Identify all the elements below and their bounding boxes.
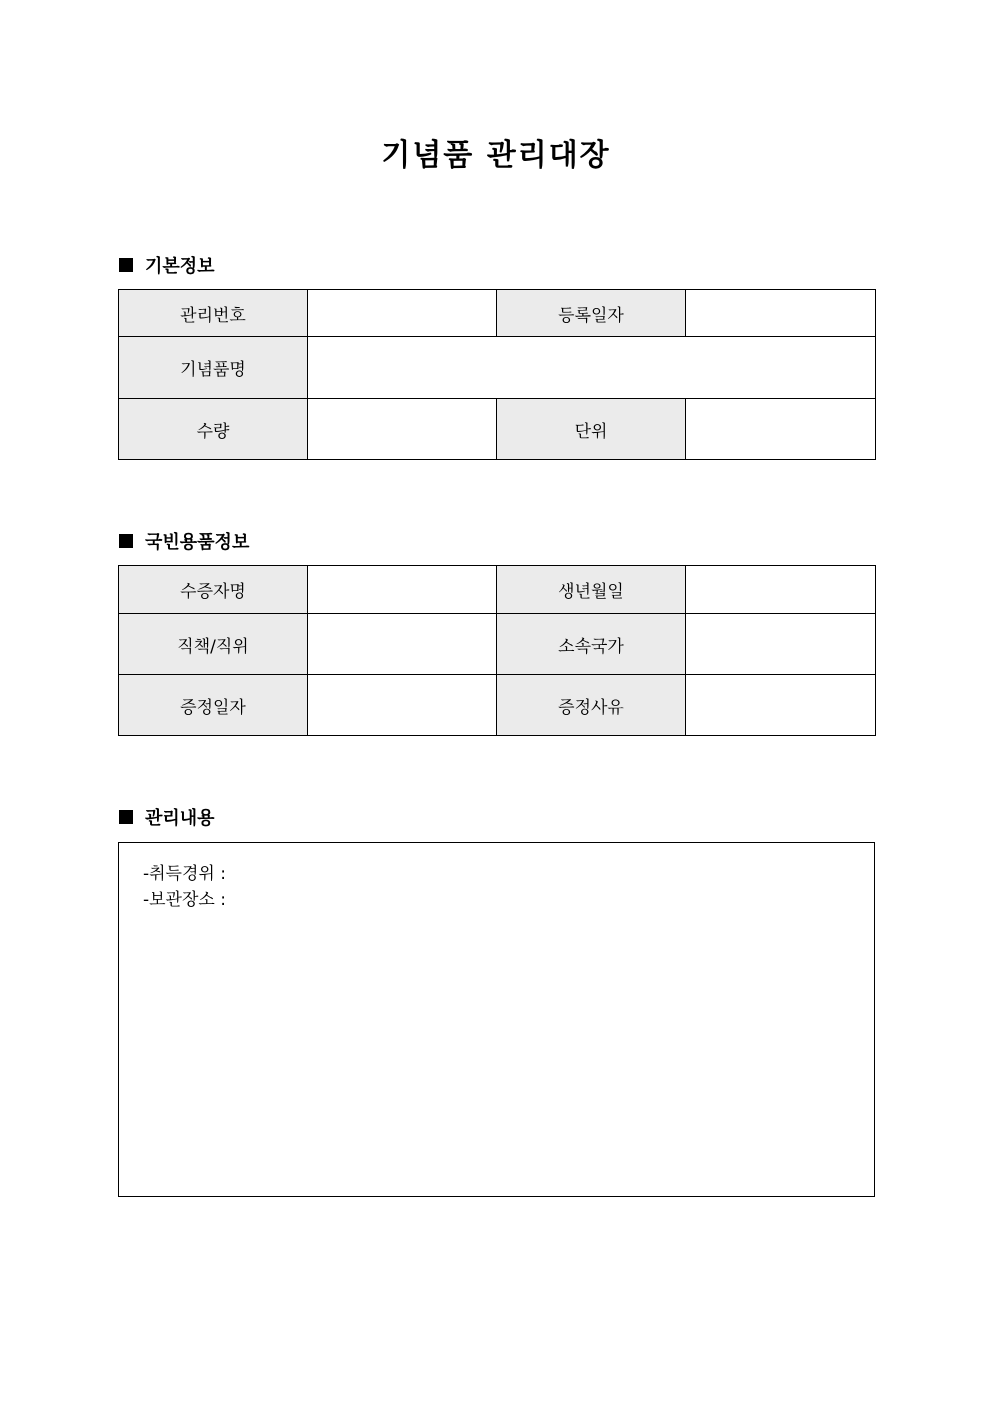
basic-info-table [118, 289, 876, 460]
management-number-field[interactable] [308, 290, 497, 337]
section-heading-label: 기본정보 [145, 256, 215, 277]
section-heading-label: 관리내용 [145, 808, 215, 829]
label-registration-date: 등록일자 [497, 290, 686, 337]
label-position: 직책/직위 [119, 614, 308, 675]
birth-date-field[interactable] [686, 566, 876, 614]
table-row [119, 290, 876, 337]
table-row [119, 675, 876, 736]
section-heading-label: 국빈용품정보 [145, 532, 250, 553]
table-row [119, 399, 876, 460]
label-quantity: 수량 [119, 399, 308, 460]
table-row [119, 614, 876, 675]
gift-date-field[interactable] [308, 675, 497, 736]
registration-date-field[interactable] [686, 290, 876, 337]
square-bullet-icon [119, 534, 133, 548]
label-gift-reason: 증정사유 [497, 675, 686, 736]
unit-field[interactable] [686, 399, 876, 460]
management-notes-box[interactable] [118, 842, 875, 1197]
gift-reason-field[interactable] [686, 675, 876, 736]
acquisition-history-line: -취득경위 : [143, 864, 226, 884]
section-heading-goods [119, 529, 249, 553]
state-goods-table [118, 565, 876, 736]
storage-location-line: -보관장소 : [143, 890, 226, 910]
country-field[interactable] [686, 614, 876, 675]
label-unit: 단위 [497, 399, 686, 460]
label-gift-date: 증정일자 [119, 675, 308, 736]
souvenir-name-field[interactable] [308, 337, 876, 399]
label-souvenir-name: 기념품명 [119, 337, 308, 399]
label-birth-date: 생년월일 [497, 566, 686, 614]
recipient-name-field[interactable] [308, 566, 497, 614]
section-heading-basic [119, 253, 215, 277]
document-title: 기념품 관리대장 [381, 138, 611, 173]
table-row [119, 566, 876, 614]
square-bullet-icon [119, 810, 133, 824]
label-management-number: 관리번호 [119, 290, 308, 337]
table-row [119, 337, 876, 399]
label-country: 소속국가 [497, 614, 686, 675]
square-bullet-icon [119, 258, 133, 272]
quantity-field[interactable] [308, 399, 497, 460]
label-recipient-name: 수증자명 [119, 566, 308, 614]
position-field[interactable] [308, 614, 497, 675]
section-heading-management [119, 805, 215, 829]
